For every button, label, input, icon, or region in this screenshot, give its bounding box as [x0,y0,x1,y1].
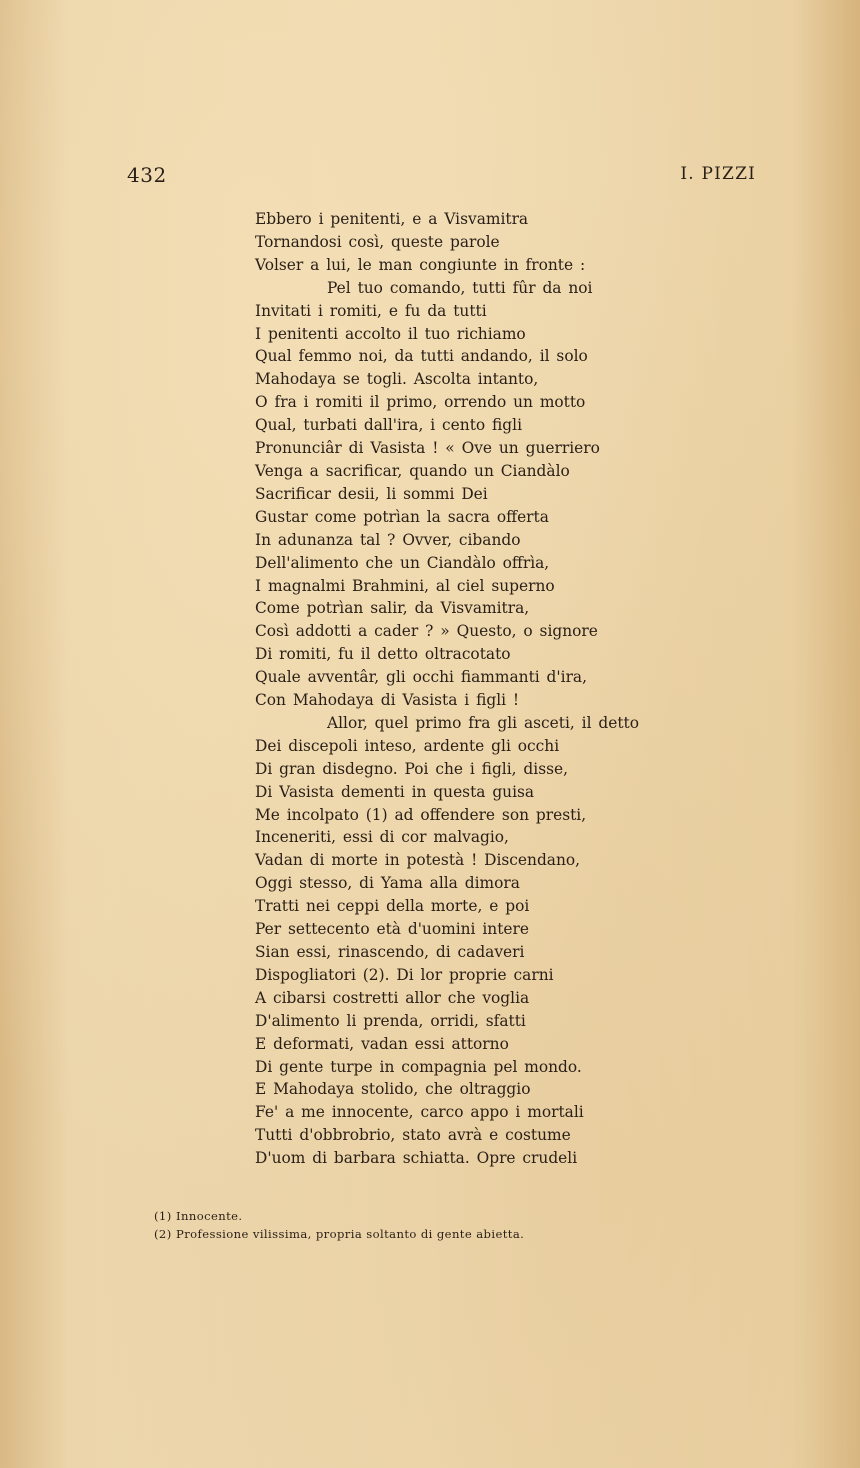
verse-line: In adunanza tal ? Ovver, cibando [255,530,521,549]
verse-line: Volser a lui, le man congiunte in fronte : [255,255,586,274]
verse-line: D'alimento li prenda, orridi, sfatti [255,1011,526,1030]
verse-line: Invitati i romiti, e fu da tutti [255,301,487,320]
verse-line: Qual, turbati dall'ira, i cento figli [255,416,522,435]
verse-line: Di romiti, fu il detto oltracotato [255,645,511,664]
verse-line: Sacrificar desii, li sommi Dei [255,484,488,503]
running-title: I. PIZZI [680,164,756,184]
verse-line: Gustar come potrìan la sacra offerta [255,507,549,526]
verse-line: Vadan di morte in potestà ! Discendano, [255,851,581,870]
verse-line: Me incolpato (1) ad offendere son presti, [255,805,587,824]
verse-block [255,208,655,1170]
verse-line: Venga a sacrificar, quando un Ciandàlo [255,461,570,480]
verse-line: I magnalmi Brahmini, al ciel superno [255,576,555,595]
verse-line: Come potrìan salir, da Visvamitra, [255,599,530,618]
footnote-mark: (1) [154,1209,172,1223]
verse-line: Fe' a me innocente, carco appo i mortali [255,1103,584,1122]
verse-line: Per settecento età d'uomini intere [255,920,529,939]
verse-line: A cibarsi costretti allor che voglia [255,988,530,1007]
verse-line: Tutti d'obbrobrio, stato avrà e costume [255,1126,571,1145]
verse-line: Con Mahodaya di Vasista i figli ! [255,691,520,710]
verse-line: Quale avventâr, gli occhi fiammanti d'ira, [255,668,587,687]
verse-line: D'uom di barbara schiatta. Opre crudeli [255,1149,578,1168]
footnote [154,1207,524,1225]
footnote-mark: (2) [154,1227,172,1241]
verse-line: E deformati, vadan essi attorno [255,1034,509,1053]
verse-line: Di gran disdegno. Poi che i figli, disse, [255,759,568,778]
verse-line: Mahodaya se togli. Ascolta intanto, [255,370,539,389]
verse-line: Oggi stesso, di Yama alla dimora [255,874,520,893]
verse-line: Dei discepoli inteso, ardente gli occhi [255,736,560,755]
verse-line: I penitenti accolto il tuo richiamo [255,324,526,343]
verse-line: E Mahodaya stolido, che oltraggio [255,1080,531,1099]
verse-line: Dispogliatori (2). Di lor proprie carni [255,965,554,984]
verse-line: Allor, quel primo fra gli asceti, il detto [327,713,639,732]
footnote-text: Innocente. [176,1209,243,1223]
verse-line: Pronunciâr di Vasista ! « Ove un guerriero [255,439,600,458]
verse-line: O fra i romiti il primo, orrendo un motto [255,393,586,412]
verse-line: Tornandosi così, queste parole [255,232,500,251]
verse-line: Di Vasista dementi in questa guisa [255,782,535,801]
footnote-text: Professione vilissima, propria soltanto di gente abietta. [176,1227,525,1241]
verse-line: Qual femmo noi, da tutti andando, il solo [255,347,588,366]
page-number: 432 [127,163,167,187]
footnote [154,1225,524,1243]
verse-line: Così addotti a cader ? » Questo, o signore [255,622,598,641]
verse-line: Pel tuo comando, tutti fûr da noi [327,278,593,297]
verse-line: Dell'alimento che un Ciandàlo offrìa, [255,553,550,572]
verse-line: Tratti nei ceppi della morte, e poi [255,897,530,916]
verse-line: Sian essi, rinascendo, di cadaveri [255,943,525,961]
verse-line: Ebbero i penitenti, e a Visvamitra [255,210,529,228]
verse-line: Inceneriti, essi di cor malvagio, [255,828,509,847]
verse-line: Di gente turpe in compagnia pel mondo. [255,1057,582,1076]
footnotes [154,1207,524,1243]
